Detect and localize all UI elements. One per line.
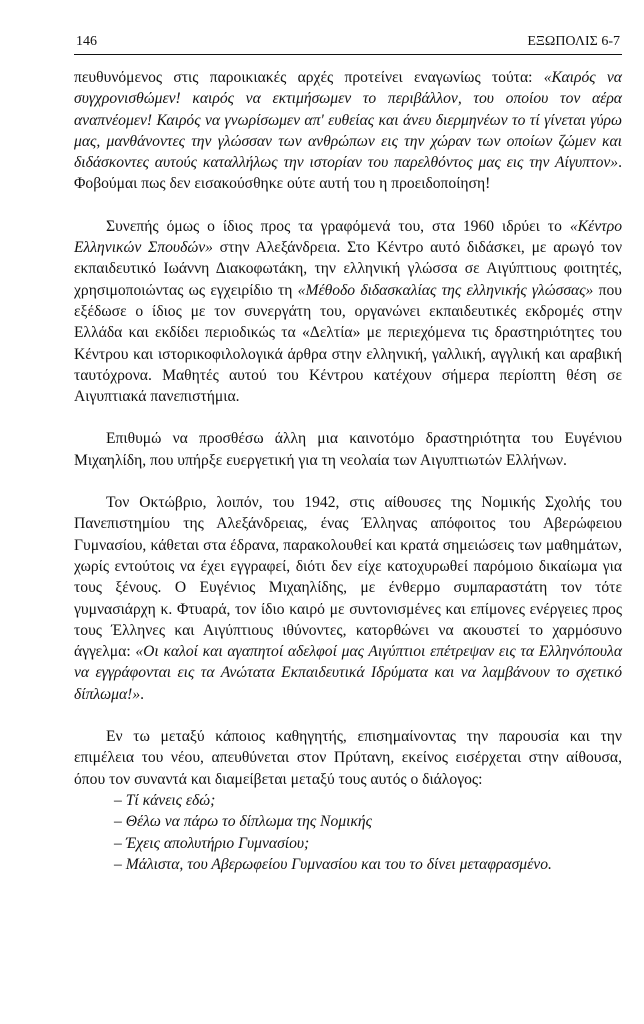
dialog-line-4-text: – Μάλιστα, του Αβερωφείου Γυμνασίου και του το δίνει μεταφρασμένο. [114,855,552,873]
paragraph-1-text-b: . Φοβούμαι πως δεν εισακούσθηκε ούτε αυτή του η προειδοποίηση! [74,154,622,193]
paragraph-1 [74,67,622,195]
dialog-line-4 [74,854,622,875]
running-title: ΕΞΩΠΟΛΙΣ 6-7 [527,34,620,49]
page-number: 146 [76,34,97,49]
dialog-line-1-text: – Τί κάνεις εδώ; [114,791,216,809]
dialog-line-2-text: – Θέλω να πάρω το δίπλωμα της Νομικής [114,813,372,831]
paragraph-4-quote: «Οι καλοί και αγαπητοί αδελφοί μας Αιγύπτιοι επέτρεψαν εις τα Ελληνόπουλα να εγγράφονται εις τα Ανώτατα Εκπαιδευτικά Ιδρύματα και να λαμβάνουν το σχετικό δίπλωμα!» [74,643,623,703]
paragraph-2-text-c: που εξέδωσε ο ίδιος με τον συνεργάτη του, οργανώνει εκπαιδευτικές εκδρομές στην Ελλάδα και εκδίδει περιοδικώς τα «Δελτία» με περιεχόμενα τις δραστηριότητες του Κέντρου και ιστορικοφιλολογικά άρθρα στην ελληνική, γαλλική, αγγλική και αραβική ταυτόχρονα. Μαθητές αυτού του Κέντρου κατέχουν σήμερα περίοπτη θέση σε Αιγυπτιακά πανεπιστήμια. [74,281,622,406]
page [74,34,622,875]
paragraph-1-text-a: πευθυνόμενος στις παροικιακές αρχές προτείνει εναγωνίως τούτα: [74,69,544,86]
paragraph-2-center-name: «Κέντρο Ελληνικών Σπουδών» [74,217,622,257]
dialogue-block [74,726,622,875]
dialog-line-3-text: – Έχεις απολυτήριο Γυμνασίου; [114,834,310,852]
paragraph-2-text-a: Συνεπής όμως ο ίδιος προς τα γραφόμενά του, στα 1960 ιδρύει το [106,217,570,235]
dialog-line-2 [74,811,622,832]
paragraph-4 [74,492,622,705]
paragraph-5: Εν τω μεταξύ κάποιος καθηγητής, επισημαίνοντας την παρουσία και την επιμέλεια του νέου, απευθύνεται στον Πρύτανη, εκείνος εισέρχεται στην αίθουσα, όπου τον συναντά και διαμείβεται μεταξύ τους αυτός ο διάλογος: [74,728,622,788]
paragraph-2-text-b: στην Αλεξάνδρεια. Στο Κέντρο αυτό διδάσκει, με αρωγό τον εκπαιδευτικό Ιωάννη Διακοφωτάκη, την ελληνική γλώσσα σε Αιγύπτιους φοιτητές, χρησιμοποιώντας ως εγχειρίδιο τη [74,239,622,299]
dialog-line-1 [74,790,622,811]
page-header [74,34,622,55]
paragraph-2-method-title: «Μέθοδο διδασκαλίας της ελληνικής γλώσσας» [297,281,594,299]
page-body [74,67,622,875]
paragraph-4-text-b: . [140,685,145,703]
paragraph-4-text-a: Τον Οκτώβριο, λοιπόν, του 1942, στις αίθουσες της Νομικής Σχολής του Πανεπιστημίου της Αλεξάνδρειας, ένας Έλληνας απόφοιτος του Αβερώφειου Γυμνασίου, κάθεται στα έδρανα, παρακολουθεί και κρατά σημειώσεις των μαθημάτων, χωρίς εντούτοις να έχει εγγραφεί, διότι δεν είχε κατοχυρωθεί παρόμοιο δικαίωμα για τους ξένους. Ο Ευγένιος Μιχαηλίδης, με ένθερμο συμπαραστάτη τον τότε γυμνασιάρχη κ. Φτυαρά, τον ίδιο καιρό με συντονισμένες και επίμονες ενέργειες προς τους Έλληνες και Αιγύπτιους ιθύνοντες, κατορθώνει να ακουστεί το χαρμόσυνο άγγελμα: [74,494,622,661]
dialog-line-3 [74,833,622,854]
paragraph-2 [74,216,622,408]
paragraph-3: Επιθυμώ να προσθέσω άλλη μια καινοτόμο δραστηριότητα του Ευγένιου Μιχαηλίδη, που υπήρξε ευεργετική για τη νεολαία των Αιγυπτιωτών Ελλήνων. [74,430,622,469]
paragraph-1-quote: «Καιρός να συγχρονισθώμεν! καιρός να εκτιμήσωμεν το περιβάλλον, του οποίου τον αέρα αναπνέομεν! Καιρός να γνωρίσωμεν απ' ευθείας και άνευ διερμηνέων το τί γίνεται γύρω μας, μανθάνοντες την γλώσσαν των ανθρώπων εις την χώραν των οποίων ζώμεν και διδάσκοντες αυτούς καταλλήλως την ιστορίαν του παρελθόντος μας εις την Αίγυπτον» [74,69,622,172]
